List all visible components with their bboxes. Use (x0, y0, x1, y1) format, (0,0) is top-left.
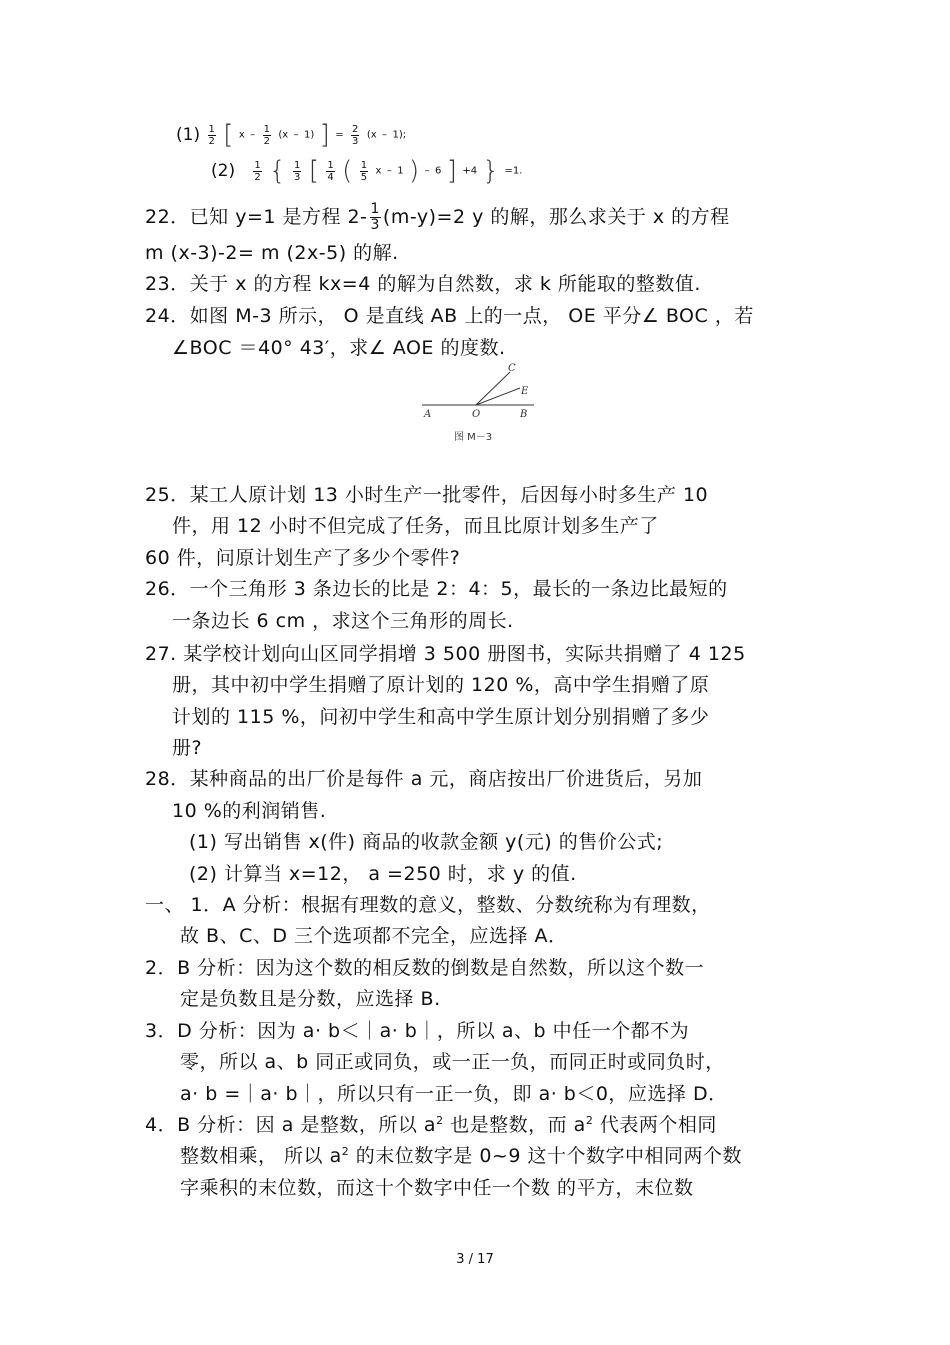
answer-1-line1: 一、 1．A 分析：根据有理数的意义，整数、分数统称为有理数， (145, 894, 711, 916)
label-a: A (424, 409, 432, 420)
answer-4-line3: 字乘积的末位数，而这十个数字中任一个数 的平方，末位数 (180, 1177, 694, 1199)
problem-25-line2: 件，用 12 小时不但完成了任务，而且比原计划多生产了 (172, 515, 659, 537)
label-e: E (521, 386, 529, 397)
equation-21-1: (1) $\frac{1}{2}$ [ x – $\frac{1}{2}$ (x – 1) ] = $\frac{2}{3}$ (x – 1); (176, 120, 407, 150)
angle-diagram (418, 360, 538, 450)
problem-26-line2: 一条边长 6 cm ，求这个三角形的周长. (172, 610, 514, 632)
label-21-1: (1) (176, 125, 201, 145)
problem-22-line2: m (x-3)-2= m (2x-5) 的解. (145, 242, 399, 264)
answer-3-line3: a· b =｜a· b｜，所以只有一正一负，即 a· b＜0，应选择 D． (180, 1083, 728, 1105)
problem-24-line1: 24．如图 M-3 所示， O 是直线 AB 上的一点， OE 平分∠ BOC ，若 (145, 305, 754, 327)
problem-28-line1: 28．某种商品的出厂价是每件 a 元，商店按出厂价进货后，另加 (145, 768, 703, 790)
answer-3-line1: 3．D 分析：因为 a· b＜｜a· b｜，所以 a、b 中任一个都不为 (145, 1020, 690, 1042)
label-c: C (508, 363, 516, 374)
problem-28-line2: 10 %的利润销售. (172, 800, 327, 822)
ray-oc (476, 372, 510, 405)
problem-27-line3: 计划的 115 %，问初中学生和高中学生原计划分别捐赠了多少 (172, 706, 710, 728)
answer-1-line2: 故 B、C、D 三个选项都不完全，应选择 A． (180, 925, 568, 947)
figure-m3 (418, 360, 538, 454)
problem-24-line2: ∠BOC ＝40° 43′，求∠ AOE 的度数. (172, 337, 506, 359)
answer-4-line2: 整数相乘， 所以 $a^2$ 的末位数字是 0~9 这十个数字中相同两个数 (180, 1145, 742, 1167)
problem-23: 23．关于 x 的方程 kx=4 的解为自然数，求 k 所能取的整数值. (145, 273, 701, 295)
problem-28-q2: (2) 计算当 x=12， a =250 时，求 y 的值. (189, 863, 577, 885)
answer-3-line2: 零，所以 a、b 同正或同负，或一正一负，而同正时或同负时， (180, 1051, 725, 1073)
problem-28-q1: (1) 写出销售 x(件) 商品的收款金额 y(元) 的售价公式; (189, 831, 664, 853)
problem-25-line3: 60 件，问原计划生产了多少个零件? (145, 547, 461, 569)
fraction-third: $\frac{1}{3}$ (370, 201, 380, 233)
label-b: B (520, 409, 528, 420)
fraction-half: $\frac{1}{2}$ (208, 123, 215, 147)
problem-27-line1: 27. 某学校计划向山区同学捐增 3 500 册图书，实际共捐赠了 4 125 (145, 643, 746, 665)
fraction-half-2: $\frac{1}{2}$ (263, 123, 270, 147)
problem-27-line2: 册，其中初中学生捐赠了原计划的 120 %，高中学生捐赠了原 (172, 674, 710, 696)
ray-oe (476, 388, 520, 405)
answer-2-line1: 2．B 分析：因为这个数的相反数的倒数是自然数，所以这个数一 (145, 957, 705, 979)
equation-21-2: (2) $\frac{1}{2}$ { $\frac{1}{3}$ [ $\frac{1}{4}$ ( $\frac{1}{5}$ x – 1 ) – 6 ] +4 } =1. (211, 156, 523, 186)
figure-caption: 图 M－3 (454, 432, 493, 443)
answer-4-line1: 4．B 分析：因 a 是整数，所以 $a^2$ 也是整数，而 $a^2$ 代表两个相同 (145, 1114, 717, 1136)
problem-27-line4: 册? (172, 737, 203, 759)
page-number: 3 / 17 (456, 1252, 494, 1267)
answer-2-line2: 定是负数且是分数，应选择 B. (180, 988, 441, 1010)
problem-26-line1: 26．一个三角形 3 条边长的比是 2：4：5，最长的一条边比最短的 (145, 578, 728, 600)
problem-25-line1: 25．某工人原计划 13 小时生产一批零件，后因每小时多生产 10 (145, 484, 709, 506)
label-o: O (472, 409, 481, 420)
fraction-two-thirds: $\frac{2}{3}$ (352, 123, 359, 147)
label-21-2: (2) (211, 161, 236, 181)
problem-22-line1: 22．已知 y=1 是方程 2- $\frac{1}{3}$ (m-y)=2 y 的解，那么求关于 x 的方程 (145, 201, 730, 233)
